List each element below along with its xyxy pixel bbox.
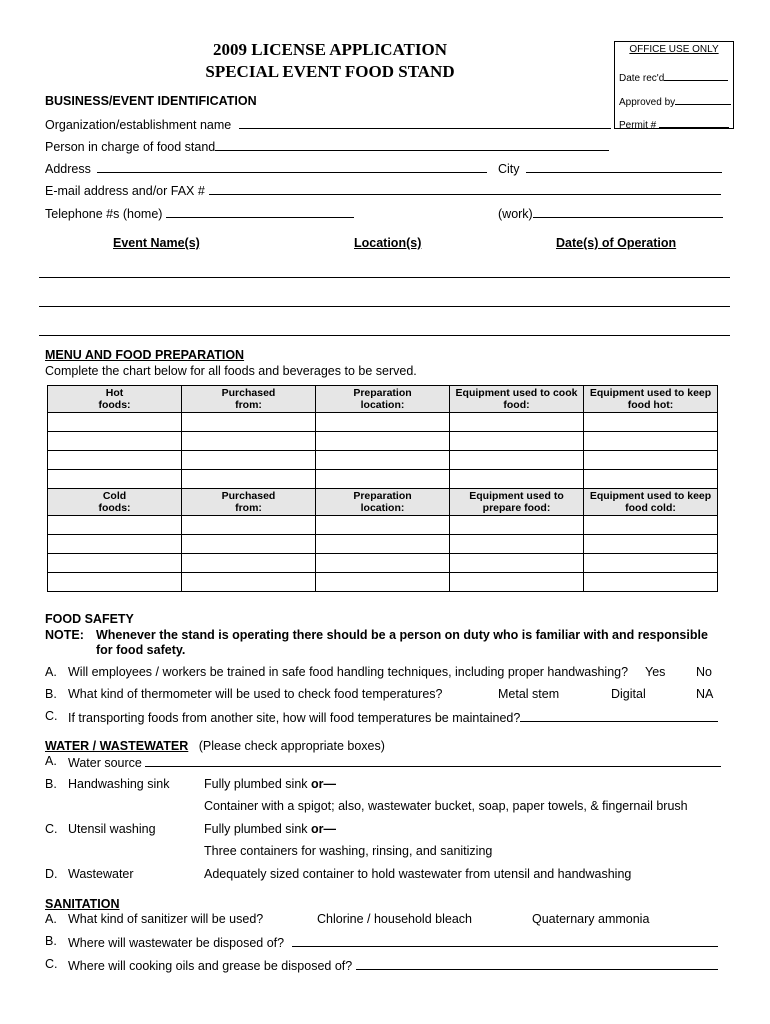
question-b-text: What kind of thermometer will be used to check food temperatures? — [68, 687, 443, 701]
approved-by-label: Approved by — [619, 97, 676, 108]
cold-foods-header: Cold foods: — [48, 489, 182, 516]
wastewater-disposal-field[interactable] — [292, 934, 718, 947]
note-text-line2: for food safety. — [96, 643, 186, 657]
table-row — [48, 413, 718, 432]
person-in-charge-field[interactable] — [215, 138, 609, 151]
dates-column: Date(s) of Operation — [556, 236, 677, 250]
equipment-keep-hot-header: Equipment used to keep food hot: — [584, 386, 718, 413]
address-field[interactable] — [97, 160, 487, 173]
office-use-box — [614, 41, 734, 129]
business-heading: BUSINESS/EVENT IDENTIFICATION — [45, 94, 257, 108]
option-quaternary-ammonia[interactable]: Quaternary ammonia — [532, 912, 650, 926]
hot-foods-header: Hot foods: — [48, 386, 182, 413]
water-b-letter: B. — [45, 777, 57, 791]
email-label: E-mail address and/or FAX # — [45, 184, 205, 198]
table-row — [48, 470, 718, 489]
sanitation-a-letter: A. — [45, 912, 57, 926]
table-row — [48, 432, 718, 451]
org-name-label: Organization/establishment name — [45, 118, 232, 132]
purchased-from-header: Purchased from: — [182, 489, 316, 516]
table-row — [48, 573, 718, 592]
table-row — [48, 516, 718, 535]
utensil-washing-label: Utensil washing — [68, 822, 156, 836]
wastewater-container-option[interactable]: Adequately sized container to hold wastewater from utensil and handwashing — [204, 867, 632, 881]
question-c-text: If transporting foods from another site, how will food temperatures be maintained? — [68, 711, 521, 725]
sanitation-b-letter: B. — [45, 934, 57, 948]
menu-heading: MENU AND FOOD PREPARATION — [45, 348, 245, 362]
utensil-containers-option[interactable]: Three containers for washing, rinsing, and sanitizing — [204, 844, 493, 858]
utensil-plumbed-option[interactable]: Fully plumbed sink or— — [204, 822, 336, 836]
event-name-column: Event Name(s) — [113, 236, 200, 250]
option-digital[interactable]: Digital — [611, 687, 646, 701]
note-label: NOTE: — [45, 628, 84, 642]
option-yes[interactable]: Yes — [645, 665, 666, 679]
sanitation-heading: SANITATION — [45, 897, 120, 911]
table-row — [48, 451, 718, 470]
equipment-prepare-header: Equipment used to prepare food: — [450, 489, 584, 516]
person-in-charge-label: Person in charge of food stand — [45, 140, 216, 154]
telephone-home-label: Telephone #s (home) — [45, 207, 163, 221]
grease-disposal-question: Where will cooking oils and grease be disposed of? — [68, 959, 353, 973]
question-a-text: Will employees / workers be trained in safe food handling techniques, including proper handwashing? — [68, 665, 629, 679]
date-received-field[interactable] — [664, 68, 728, 81]
question-c-letter: C. — [45, 709, 58, 723]
event-line-3[interactable] — [39, 335, 730, 336]
grease-disposal-field[interactable] — [356, 957, 718, 970]
sanitation-c-letter: C. — [45, 957, 58, 971]
food-safety-heading: FOOD SAFETY — [45, 612, 134, 626]
city-field[interactable] — [526, 160, 722, 173]
equipment-cook-header: Equipment used to cook food: — [450, 386, 584, 413]
purchased-from-header: Purchased from: — [182, 386, 316, 413]
wastewater-label: Wastewater — [68, 867, 134, 881]
preparation-location-header: Preparation location: — [316, 489, 450, 516]
option-no[interactable]: No — [696, 665, 712, 679]
note-text-line1: Whenever the stand is operating there should be a person on duty who is familiar with and responsible — [96, 628, 708, 642]
equipment-keep-cold-header: Equipment used to keep food cold: — [584, 489, 718, 516]
sanitizer-question: What kind of sanitizer will be used? — [68, 912, 264, 926]
handwashing-sink-label: Handwashing sink — [68, 777, 170, 791]
question-a-letter: A. — [45, 665, 57, 679]
water-d-letter: D. — [45, 867, 58, 881]
email-field[interactable] — [209, 182, 721, 195]
telephone-home-field[interactable] — [166, 205, 354, 218]
water-source-field[interactable] — [145, 754, 721, 767]
option-na[interactable]: NA — [696, 687, 714, 701]
water-source-label: Water source — [68, 756, 142, 770]
location-column: Location(s) — [354, 236, 422, 250]
hot-foods-table — [47, 385, 718, 592]
permit-label: Permit # — [619, 120, 657, 131]
option-metal-stem[interactable]: Metal stem — [498, 687, 560, 701]
temperature-method-field[interactable] — [520, 709, 718, 722]
address-label: Address — [45, 162, 91, 176]
event-line-1[interactable] — [39, 277, 730, 278]
form-title-line1: 2009 LICENSE APPLICATION — [213, 40, 447, 59]
preparation-location-header: Preparation location: — [316, 386, 450, 413]
date-received-label: Date rec'd — [619, 73, 665, 84]
water-a-letter: A. — [45, 754, 57, 768]
table-row — [48, 535, 718, 554]
handwashing-plumbed-option[interactable]: Fully plumbed sink or— — [204, 777, 336, 791]
handwashing-container-option[interactable]: Container with a spigot; also, wastewater bucket, soap, paper towels, & fingernail brush — [204, 799, 688, 813]
form-title-line2: SPECIAL EVENT FOOD STAND — [205, 62, 455, 81]
permit-field[interactable] — [659, 115, 729, 128]
table-row — [48, 554, 718, 573]
question-b-letter: B. — [45, 687, 57, 701]
option-chlorine[interactable]: Chlorine / household bleach — [317, 912, 472, 926]
water-note: (Please check appropriate boxes) — [198, 739, 385, 753]
office-use-heading: OFFICE USE ONLY — [629, 44, 719, 55]
menu-intro: Complete the chart below for all foods and beverages to be served. — [45, 364, 417, 378]
wastewater-disposal-question: Where will wastewater be disposed of? — [68, 936, 285, 950]
water-heading: WATER / WASTEWATER — [45, 739, 189, 753]
city-label: City — [498, 162, 520, 176]
telephone-work-field[interactable] — [533, 205, 723, 218]
event-line-2[interactable] — [39, 306, 730, 307]
water-c-letter: C. — [45, 822, 58, 836]
approved-by-field[interactable] — [675, 92, 731, 105]
telephone-work-label: (work) — [498, 207, 533, 221]
org-name-field[interactable] — [239, 116, 611, 129]
